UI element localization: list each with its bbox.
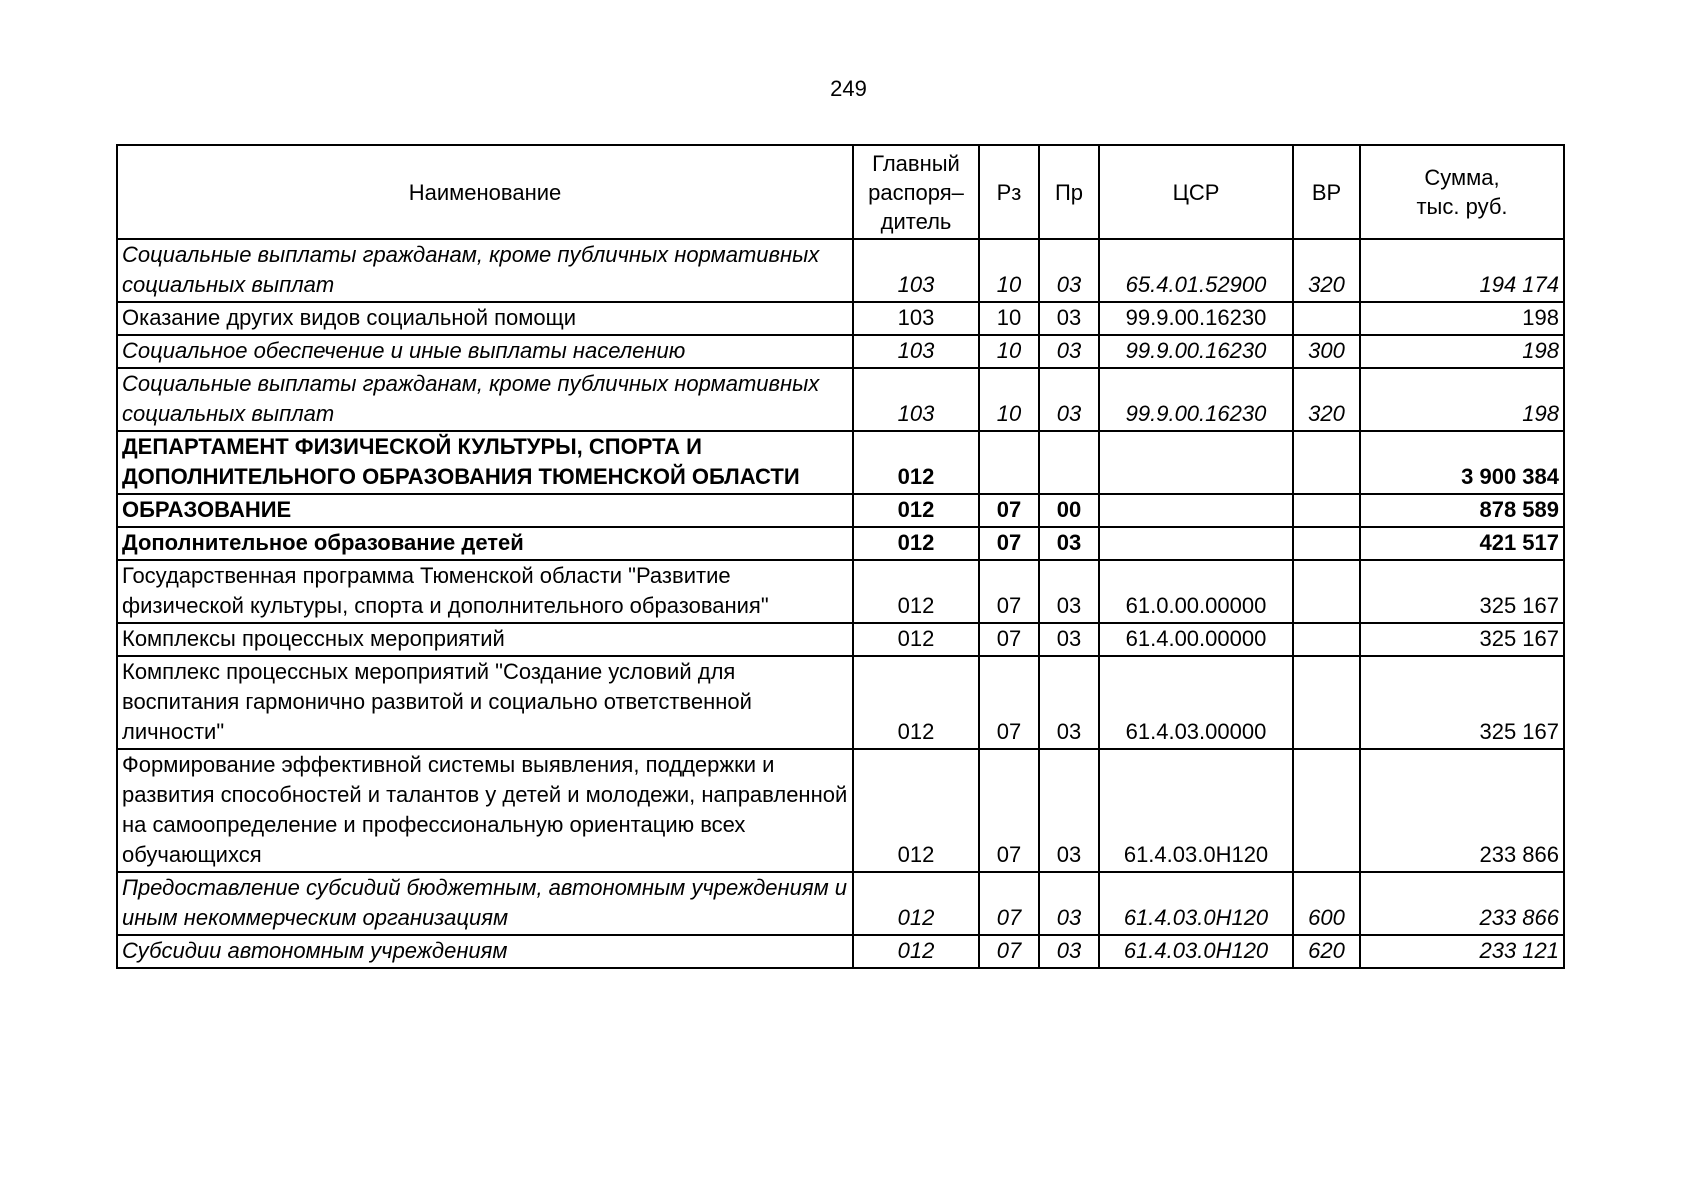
cell-name: Предоставление субсидий бюджетным, автономным учреждениям и иным некоммерческим организациям [117, 872, 853, 935]
cell-main-manager: 012 [853, 872, 979, 935]
cell-sum: 325 167 [1360, 623, 1564, 656]
table-row [117, 302, 1564, 335]
cell-sum: 3 900 384 [1360, 431, 1564, 494]
header-main-manager-line-2: распоря– [868, 179, 964, 205]
cell-expense-type [1293, 431, 1360, 494]
cell-expense-type [1293, 656, 1360, 749]
cell-target-article: 61.4.03.0Н120 [1099, 749, 1293, 872]
page-number: 249 [830, 76, 867, 101]
cell-main-manager: 012 [853, 431, 979, 494]
cell-main-manager: 012 [853, 560, 979, 623]
cell-sum: 421 517 [1360, 527, 1564, 560]
table-row [117, 368, 1564, 431]
cell-target-article: 99.9.00.16230 [1099, 302, 1293, 335]
cell-section [979, 431, 1039, 494]
header-section: Рз [979, 145, 1039, 239]
cell-section: 10 [979, 335, 1039, 368]
cell-main-manager: 012 [853, 527, 979, 560]
header-main-manager [853, 145, 979, 239]
cell-main-manager: 012 [853, 749, 979, 872]
cell-main-manager: 012 [853, 494, 979, 527]
table-row [117, 527, 1564, 560]
cell-name: ОБРАЗОВАНИЕ [117, 494, 853, 527]
cell-target-article: 61.0.00.00000 [1099, 560, 1293, 623]
cell-main-manager: 012 [853, 935, 979, 968]
cell-name: Формирование эффективной системы выявления, поддержки и развития способностей и талантов у детей и молодежи, направленной на самоопределение и профессиональную ориентацию всех обучающихся [117, 749, 853, 872]
cell-subsection: 03 [1039, 935, 1099, 968]
cell-subsection [1039, 431, 1099, 494]
cell-subsection: 03 [1039, 239, 1099, 302]
cell-name: Субсидии автономным учреждениям [117, 935, 853, 968]
cell-main-manager: 012 [853, 656, 979, 749]
cell-expense-type: 620 [1293, 935, 1360, 968]
cell-main-manager: 103 [853, 239, 979, 302]
cell-subsection: 03 [1039, 368, 1099, 431]
cell-subsection: 03 [1039, 302, 1099, 335]
cell-sum: 194 174 [1360, 239, 1564, 302]
cell-name: Комплексы процессных мероприятий [117, 623, 853, 656]
cell-target-article [1099, 431, 1293, 494]
cell-sum: 198 [1360, 302, 1564, 335]
cell-subsection: 03 [1039, 872, 1099, 935]
table-row [117, 656, 1564, 749]
cell-target-article: 99.9.00.16230 [1099, 368, 1293, 431]
cell-section: 07 [979, 749, 1039, 872]
header-sum [1360, 145, 1564, 239]
cell-target-article [1099, 494, 1293, 527]
cell-subsection: 03 [1039, 527, 1099, 560]
table-row [117, 494, 1564, 527]
table-row [117, 749, 1564, 872]
cell-subsection: 03 [1039, 656, 1099, 749]
cell-name: Комплекс процессных мероприятий "Создание условий для воспитания гармонично развитой и социально ответственной личности" [117, 656, 853, 749]
cell-name: Социальное обеспечение и иные выплаты населению [117, 335, 853, 368]
cell-sum: 233 866 [1360, 749, 1564, 872]
cell-expense-type [1293, 527, 1360, 560]
cell-name: Социальные выплаты гражданам, кроме публичных нормативных социальных выплат [117, 368, 853, 431]
cell-expense-type [1293, 623, 1360, 656]
cell-section: 07 [979, 560, 1039, 623]
table-header-row [117, 145, 1564, 239]
cell-name: Дополнительное образование детей [117, 527, 853, 560]
cell-subsection: 00 [1039, 494, 1099, 527]
cell-expense-type [1293, 302, 1360, 335]
header-main-manager-line-3: дитель [880, 208, 952, 234]
cell-target-article: 61.4.00.00000 [1099, 623, 1293, 656]
cell-target-article: 65.4.01.52900 [1099, 239, 1293, 302]
table-row [117, 335, 1564, 368]
cell-section: 07 [979, 623, 1039, 656]
cell-main-manager: 103 [853, 368, 979, 431]
cell-section: 10 [979, 302, 1039, 335]
budget-table [116, 144, 1565, 969]
cell-sum: 198 [1360, 368, 1564, 431]
cell-section: 10 [979, 239, 1039, 302]
header-name: Наименование [117, 145, 853, 239]
cell-subsection: 03 [1039, 335, 1099, 368]
table-row [117, 239, 1564, 302]
cell-expense-type [1293, 494, 1360, 527]
cell-subsection: 03 [1039, 749, 1099, 872]
table-row [117, 872, 1564, 935]
cell-section: 07 [979, 494, 1039, 527]
header-sum-line-1: Сумма, [1424, 165, 1500, 190]
table-row [117, 935, 1564, 968]
header-subsection: Пр [1039, 145, 1099, 239]
cell-expense-type: 320 [1293, 368, 1360, 431]
table-row [117, 431, 1564, 494]
cell-expense-type: 320 [1293, 239, 1360, 302]
cell-section: 10 [979, 368, 1039, 431]
cell-section: 07 [979, 656, 1039, 749]
cell-target-article: 61.4.03.0Н120 [1099, 935, 1293, 968]
cell-subsection: 03 [1039, 560, 1099, 623]
cell-name: ДЕПАРТАМЕНТ ФИЗИЧЕСКОЙ КУЛЬТУРЫ, СПОРТА И ДОПОЛНИТЕЛЬНОГО ОБРАЗОВАНИЯ ТЮМЕНСКОЙ ОБЛАСТИ [117, 431, 853, 494]
cell-sum: 198 [1360, 335, 1564, 368]
cell-main-manager: 012 [853, 623, 979, 656]
cell-name: Государственная программа Тюменской области "Развитие физической культуры, спорта и дополнительного образования" [117, 560, 853, 623]
table-row [117, 623, 1564, 656]
cell-sum: 878 589 [1360, 494, 1564, 527]
cell-expense-type: 600 [1293, 872, 1360, 935]
cell-main-manager: 103 [853, 335, 979, 368]
cell-main-manager: 103 [853, 302, 979, 335]
cell-target-article: 99.9.00.16230 [1099, 335, 1293, 368]
table-row [117, 560, 1564, 623]
header-sum-line-2: тыс. руб. [1416, 194, 1508, 219]
cell-target-article: 61.4.03.0Н120 [1099, 872, 1293, 935]
cell-section: 07 [979, 872, 1039, 935]
cell-expense-type: 300 [1293, 335, 1360, 368]
cell-sum: 233 121 [1360, 935, 1564, 968]
cell-section: 07 [979, 935, 1039, 968]
cell-expense-type [1293, 749, 1360, 872]
cell-sum: 233 866 [1360, 872, 1564, 935]
cell-sum: 325 167 [1360, 560, 1564, 623]
cell-section: 07 [979, 527, 1039, 560]
cell-name: Социальные выплаты гражданам, кроме публичных нормативных социальных выплат [117, 239, 853, 302]
cell-subsection: 03 [1039, 623, 1099, 656]
header-main-manager-line-1: Главный [872, 150, 960, 176]
header-expense-type: ВР [1293, 145, 1360, 239]
cell-target-article [1099, 527, 1293, 560]
header-target-article: ЦСР [1099, 145, 1293, 239]
cell-expense-type [1293, 560, 1360, 623]
cell-sum: 325 167 [1360, 656, 1564, 749]
cell-name: Оказание других видов социальной помощи [117, 302, 853, 335]
cell-target-article: 61.4.03.00000 [1099, 656, 1293, 749]
